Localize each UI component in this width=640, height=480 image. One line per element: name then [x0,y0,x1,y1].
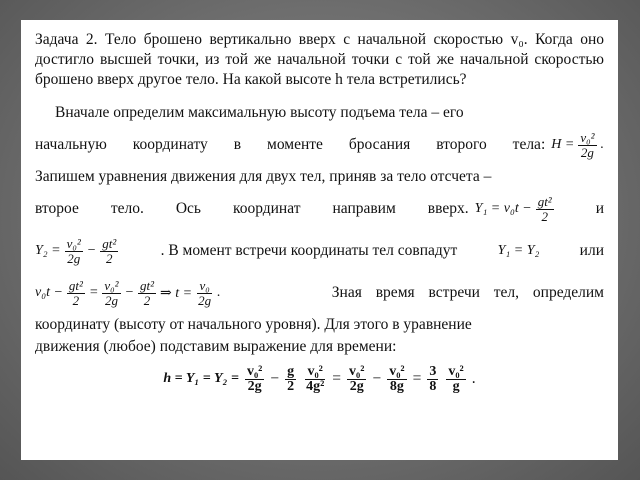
solution-text-1: Вначале определим максимальную высоту подъема тела – его [55,104,464,121]
solution-text-5: . В момент встречи координаты тел совпадут [160,242,458,259]
solution-text-8: движения (любое) подставим выражение для времени: [35,338,397,355]
formula-equality: Y₁ = Y₂ [497,243,540,258]
solution-line-3 [35,166,604,188]
solution-line-2 [35,124,604,166]
formula-meeting-time: v₀t − $\frac{\text{gt²}}{2}$ = $\frac{\text{v₀²}}{2g}$ − $\frac{\text{gt²}}{2}$ ⇒ t = $\frac{\text{v₀}}{2g}$ . [35,277,221,308]
formula-y2: Y₂ = $\frac{\text{v₀²}}{2g}$ − $\frac{\text{gt²}}{2}$ [35,235,117,266]
solution-line-7 [35,314,604,336]
solution-line-5: Y₂ = $\frac{\text{v₀²}}{2g}$ − $\frac{\text{gt²}}{2}$ . В момент встречи координаты тел совпадут Y₁ = Y₂ или [35,235,604,266]
solution-text-6: Зная время встречи тел, определим [331,284,604,301]
solution-text-3: Запишем уравнения движения для двух тел, приняв за тело отсчета – [35,168,492,185]
slide [21,20,618,460]
formula-final-height: h = Y₁ = Y₂ = $\frac{\text{v₀²}}{2g}$ − $\frac{g}{2}$ $\frac{\text{v₀²}}{\text{4g²}}$ = $\frac{\text{v₀²}}{2g}$ − $\frac{\text{v₀²}}{8g}$ = $\frac{3}{8}$ $\frac{\text{v₀²}}{g}$ . [163,363,476,394]
solution-text-4: второе тело. Ось координат направим вверх. [35,200,469,217]
solution-line-6 [35,272,604,314]
formula-y1: Y₁ = v₀t − $\frac{\text{gt²}}{2}$ [474,193,552,224]
solution-line-8 [35,336,604,358]
solution-line-4: второе тело. Ось координат направим вверх. Y₁ = v₀t − $\frac{\text{gt²}}{2}$ и [35,193,604,224]
solution-line-1 [35,102,604,124]
solution-text-2: начальную координату в моменте бросания второго тела: [35,136,546,153]
formula-max-height: H = $\frac{\text{v₀²}}{2g}$ . [551,129,604,160]
solution-text-7: координату (высоту от начального уровня). Для этого в уравнение [35,316,472,333]
task-statement: Задача 2. Тело брошено вертикально вверх с начальной скоростью v₀. Когда оно достигло высшей точки, из той же начальной точки с той же начальной скоростью брошено вверх другое тело. На какой высоте h тела встретились? [35,31,604,88]
